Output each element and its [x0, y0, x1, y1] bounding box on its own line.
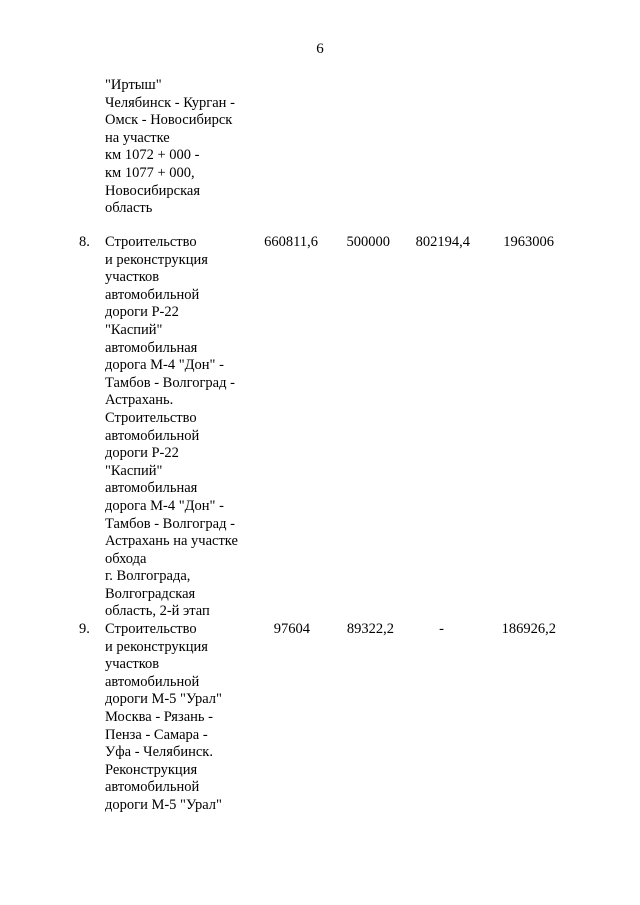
row-value-3: 802194,4 [415, 234, 470, 250]
row-value-1: 97604 [273, 621, 310, 637]
row-value-2: 89322,2 [346, 621, 394, 637]
row-description: Строительство и реконструкция участков автомобильной дороги М-5 "Урал" Москва - Рязань - Пенза - Самара - Уфа - Челябинск. Реконструкция автомобильной дороги М-5 "Урал" [105, 621, 222, 813]
row-description: Строительство и реконструкция участков автомобильной дороги Р-22 "Каспий" автомобильная дорога М-4 "Дон" - Тамбов - Волгоград - Астрахань. Строительство автомобильной дороги Р-22 "Каспий" автомобильная дорога М-4 "Дон" - Тамбов - Волгоград - Астрахань на участке обхода г. Волгограда, Волгоградская область, 2-й этап [105, 234, 238, 620]
row-value-2: 500000 [346, 234, 390, 250]
continued-row-description: "Иртыш" Челябинск - Курган - Омск - Новосибирск на участке км 1072 + 000 - км 1077 + 000, Новосибирская область [105, 77, 235, 217]
row-number: 8. [79, 234, 90, 250]
row-value-3: - [439, 621, 444, 637]
row-value-1: 660811,6 [264, 234, 318, 250]
row-total: 186926,2 [501, 621, 556, 637]
row-number: 9. [79, 621, 90, 637]
row-total: 1963006 [503, 234, 554, 250]
page-number: 6 [316, 41, 324, 57]
